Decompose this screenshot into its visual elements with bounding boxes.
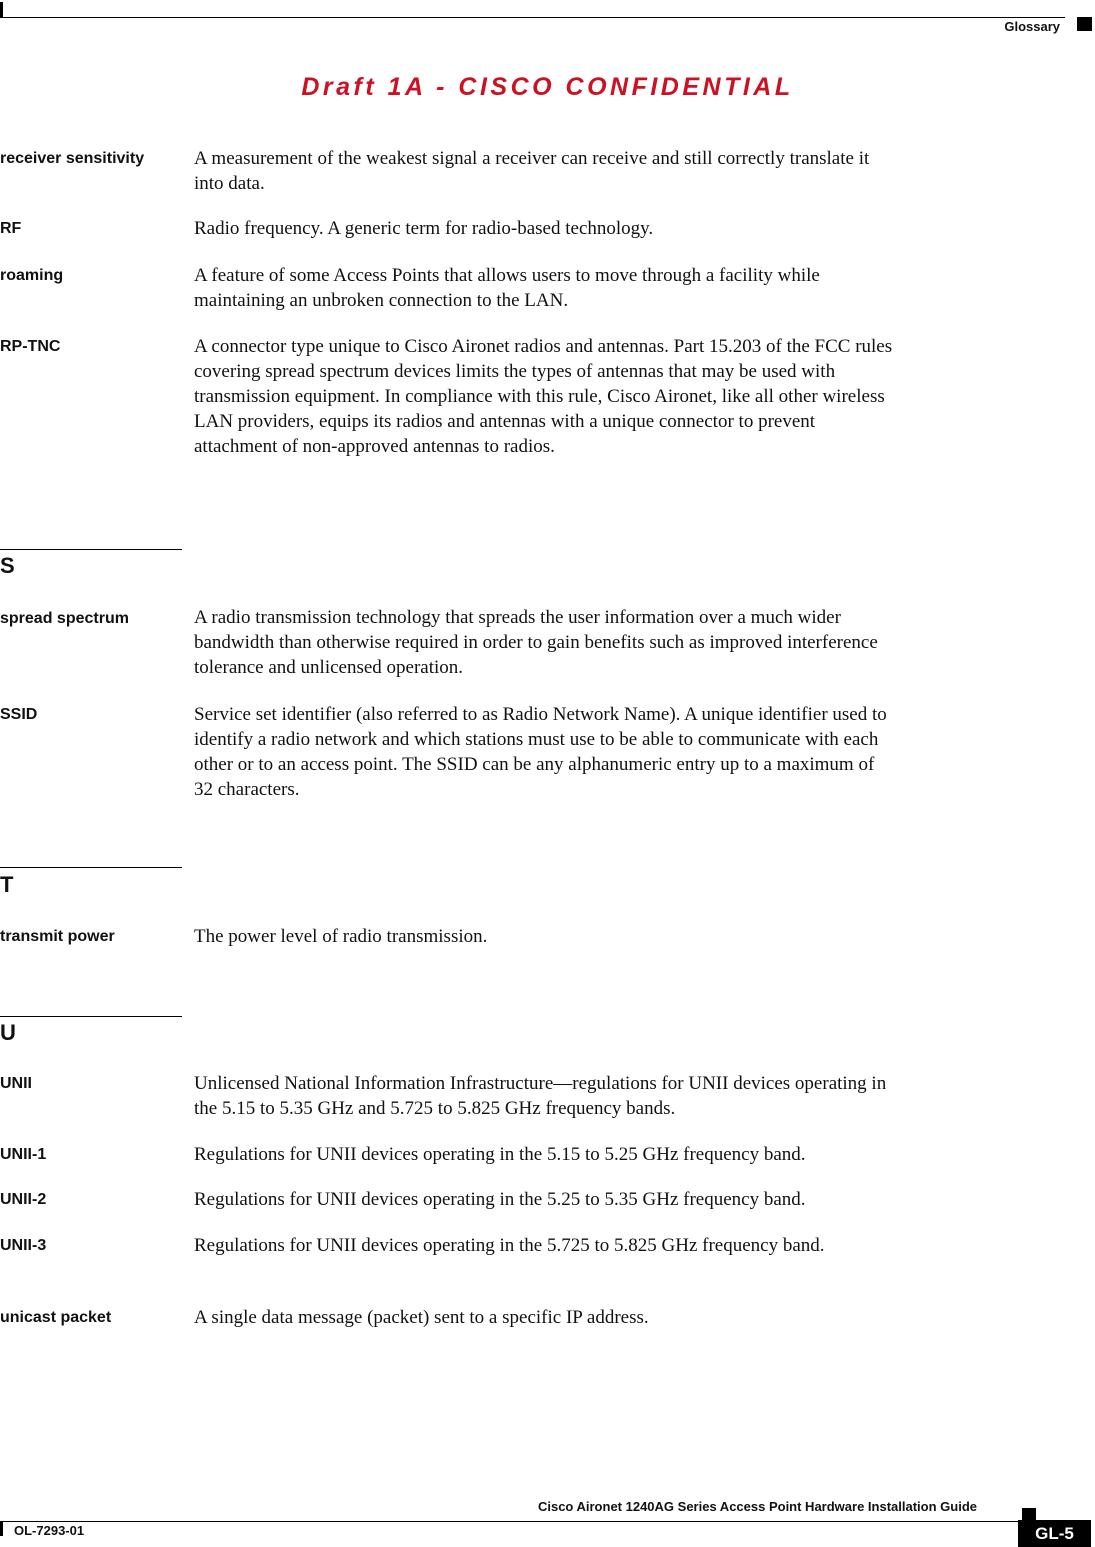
glossary-definition: Regulations for UNII devices operating in the 5.725 to 5.825 GHz frequency band. [194, 1235, 825, 1256]
section-letter: U [0, 1020, 16, 1045]
section-rule [0, 549, 182, 550]
footer-book-title: Cisco Aironet 1240AG Series Access Point Hardware Installation Guide [537, 1499, 977, 1514]
glossary-term: RP-TNC [0, 338, 61, 355]
glossary-term: RF [0, 220, 22, 237]
glossary-definition: A radio transmission technology that spreads the user information over a much wider bandwidth than otherwise required in order to gain benefits such as improved interference tolerance and unlicensed operation. [194, 607, 878, 678]
glossary-term: spread spectrum [0, 610, 129, 627]
header-block [1077, 17, 1092, 31]
header-rule [0, 17, 1065, 18]
draft-watermark: Draft 1A - CISCO CONFIDENTIAL [301, 73, 794, 101]
section-letter: T [0, 872, 14, 897]
glossary-definition: A measurement of the weakest signal a receiver can receive and still correctly translate it into data. [194, 148, 870, 194]
glossary-definition: A feature of some Access Points that allows users to move through a facility while maintaining an unbroken connection to the LAN. [194, 265, 820, 311]
glossary-definition: Regulations for UNII devices operating in the 5.25 to 5.35 GHz frequency band. [194, 1189, 806, 1210]
glossary-term: UNII-1 [0, 1146, 47, 1163]
footer-doc-number: OL-7293-01 [14, 1523, 85, 1538]
glossary-definition: A connector type unique to Cisco Aironet radios and antennas. Part 15.203 of the FCC rules covering spread spectrum devices limits the types of antennas that may be used with transmission equipment. In compliance with this rule, Cisco Aironet, like all other wireless LAN providers, equips its radios and antennas with a unique connector to prevent attachment of non-approved antennas to radios. [194, 336, 893, 457]
glossary-term: SSID [0, 706, 38, 723]
glossary-term: receiver sensitivity [0, 150, 145, 167]
header-tick [0, 2, 3, 17]
glossary-definition: The power level of radio transmission. [194, 926, 488, 947]
glossary-term: UNII-2 [0, 1191, 47, 1208]
glossary-term: unicast packet [0, 1309, 112, 1326]
glossary-definition: Unlicensed National Information Infrastructure—regulations for UNII devices operating in the 5.15 to 5.35 GHz and 5.725 to 5.825 GHz frequency bands. [194, 1073, 887, 1119]
glossary-definition: Radio frequency. A generic term for radio-based technology. [194, 218, 654, 239]
section-rule [0, 867, 182, 868]
footer-tick [0, 1521, 3, 1536]
section-letter: S [0, 553, 15, 578]
glossary-term: transmit power [0, 928, 115, 945]
footer-rule [0, 1521, 1018, 1522]
glossary-term: roaming [0, 267, 64, 284]
header-section-label: Glossary [1004, 19, 1060, 34]
glossary-definition: Service set identifier (also referred to as Radio Network Name). A unique identifier used to identify a radio network and which stations must use to be able to communicate with each other or to an access point. The SSID can be any alphanumeric entry up to a maximum of 32 characters. [194, 704, 887, 800]
section-rule [0, 1016, 182, 1017]
glossary-term: UNII-3 [0, 1237, 47, 1254]
glossary-definition: Regulations for UNII devices operating in the 5.15 to 5.25 GHz frequency band. [194, 1144, 806, 1165]
glossary-term: UNII [0, 1075, 32, 1092]
glossary-definition: A single data message (packet) sent to a specific IP address. [194, 1307, 649, 1328]
footer-page-number: GL-5 [1018, 1520, 1091, 1547]
